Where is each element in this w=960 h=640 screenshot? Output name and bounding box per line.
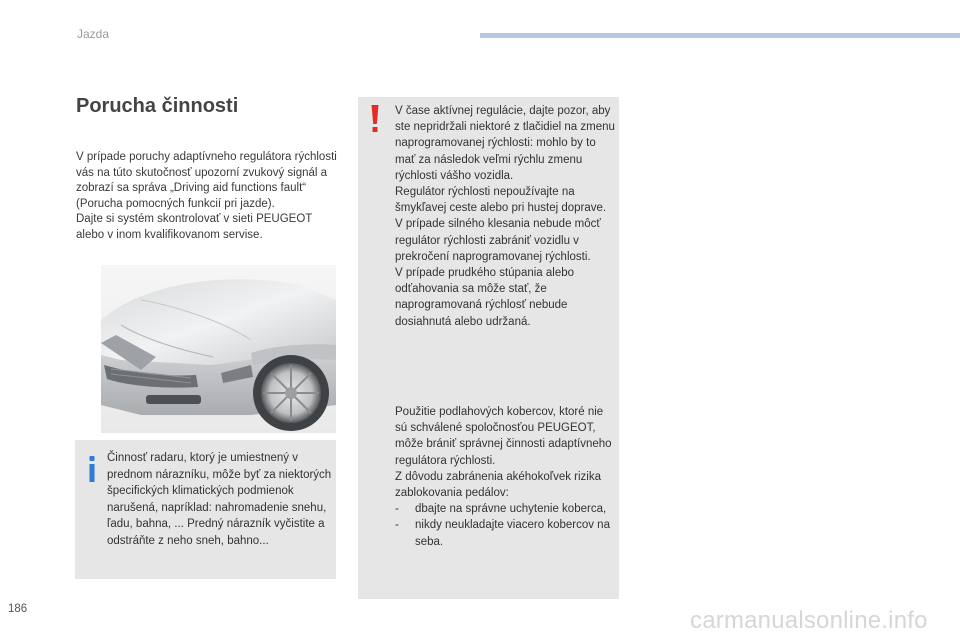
car-front-illustration [101, 265, 336, 433]
list-item [395, 501, 615, 517]
car-front-image [101, 265, 336, 433]
warning-paragraph: Regulátor rýchlosti nepoužívajte na šmykľavej ceste alebo pri hustej doprave. [395, 186, 607, 215]
list-item [395, 517, 615, 549]
warning-paragraph: Z dôvodu zabránenia akéhokoľvek rizika zablokovania pedálov: [395, 470, 602, 500]
list-dash: - [395, 503, 399, 516]
section-title: Porucha činnosti [76, 95, 239, 117]
intro-text [76, 150, 341, 243]
page-number: 186 [8, 603, 28, 615]
warning-paragraph: V prípade silného klesania nebude môcť regulátor rýchlosti zabrániť vozidlu v prekročení naprogramovanej rýchlosti. [395, 218, 601, 263]
info-note-box [75, 440, 336, 579]
warning-note-box [358, 97, 619, 599]
list-item-text: dbajte na správne uchytenie koberca, [415, 503, 607, 516]
warning-note-text [395, 103, 615, 330]
info-icon [87, 456, 97, 482]
warning-paragraph: V čase aktívnej regulácie, dajte pozor, aby ste nepridržali niektoré z tlačidiel na zmenu naprogramovanej rýchlosti: mohlo by to mať za následok veľmi rýchlu zmenu rýchlosti vášho vozidla. [395, 105, 615, 182]
list-dash: - [395, 519, 399, 532]
list-item-text: nikdy neukladajte viacero kobercov na seba. [415, 519, 610, 548]
info-note-text: Činnosť radaru, ktorý je umiestnený v prednom nárazníku, môže byť za niektorých špecifických klimatických podmienok narušená, napríklad: nahromadenie snehu, ľadu, bahna, ... Predný nárazník vyčistite a odstráňte z neho sneh, bahno... [107, 452, 332, 547]
warning-paragraph: Použitie podlahových kobercov, ktoré nie sú schválené spoločnosťou PEUGEOT, môže brániť správnej činnosti adaptívneho regulátora rýchlosti. [395, 406, 612, 467]
warning-paragraph: V prípade prudkého stúpania alebo odťahovania sa môže stať, že naprogramovaná rýchlosť nebude dosiahnutá alebo udržaná. [395, 267, 575, 328]
intro-paragraph: Dajte si systém skontrolovať v sieti PEUGEOT alebo v inom kvalifikovanom servise. [76, 213, 313, 241]
exclamation-icon [370, 105, 380, 133]
intro-paragraph: V prípade poruchy adaptívneho regulátora rýchlosti vás na túto skutočnosť upozorní zvukový signál a zobrazí sa správa „Driving aid functions fault“ (Porucha pomocných funkcií pri jazde). [76, 151, 337, 210]
chapter-title: Jazda [77, 27, 110, 41]
floor-mat-note [395, 404, 615, 550]
header-bar [480, 33, 960, 38]
watermark: carmanualsonline.info [690, 607, 928, 634]
